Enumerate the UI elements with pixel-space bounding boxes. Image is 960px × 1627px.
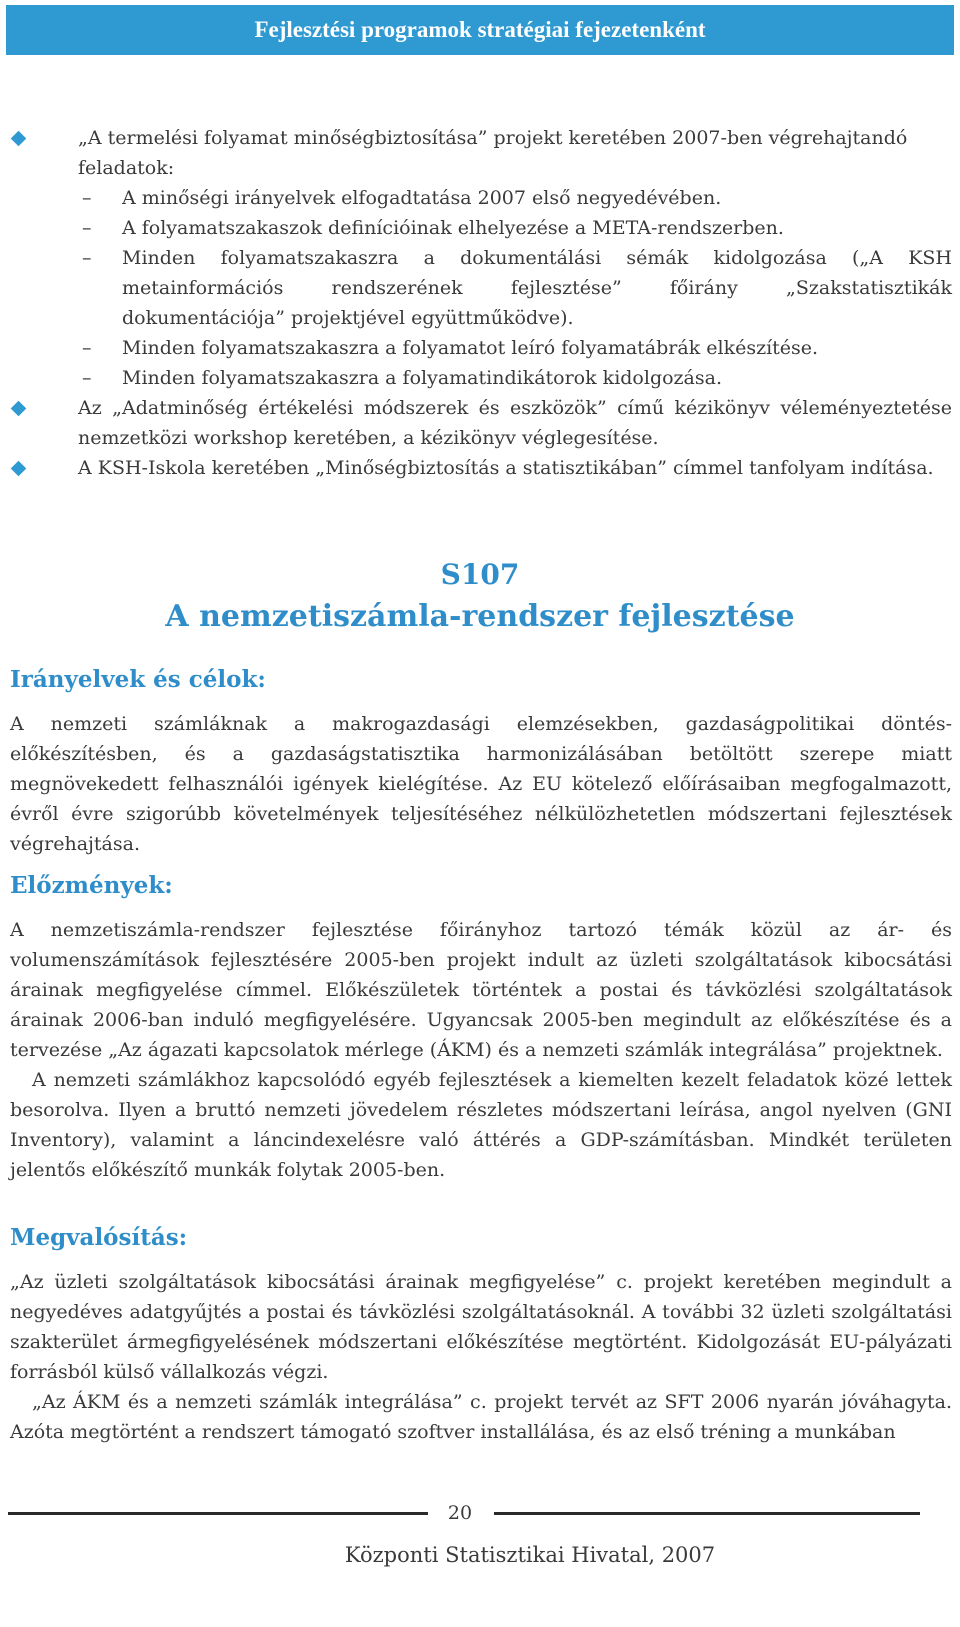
sub-list-item	[10, 183, 952, 213]
section-heading-megvalositas: Megvalósítás:	[10, 1224, 188, 1251]
section-body-iranyelvek	[10, 709, 952, 859]
bullet-text: A KSH-Iskola keretében „Minőségbiztosítás a statisztikában” címmel tanfolyam indítása.	[78, 457, 934, 479]
bullet-text: „A termelési folyamat minőségbiztosítása” projekt keretében 2007-ben végrehajtandó feladatok:	[78, 127, 908, 179]
dash-icon: –	[82, 187, 92, 209]
bullet-text: Az „Adatminőség értékelési módszerek és eszközök” című kézikönyv véleményeztetése nemzetközi workshop keretében, a kézikönyv véglegesítése.	[78, 397, 952, 449]
dash-icon: –	[82, 337, 92, 359]
paragraph: „Az üzleti szolgáltatások kibocsátási árainak megfigyelése” c. projekt keretében megindult a negyedéves adatgyűjtés a postai és távközlési szolgáltatásoknál. A további 32 üzleti szolgáltatási szakterület ármegfigyelésének módszertani előkészítése megtörtént. Kidolgozását EU-pályázati forrásból külső vállalkozás végzi.	[10, 1271, 952, 1383]
paragraph: A nemzetiszámla-rendszer fejlesztése főirányhoz tartozó témák közül az ár- és volumenszámítások fejlesztésére 2005-ben projekt indult az üzleti szolgáltatások kibocsátási árainak megfigyelése címmel. Előkészületek történtek a postai és távközlési szolgáltatások árainak 2006-ban induló megfigyelésére. Ugyancsak 2005-ben megindult az előkészítése és a tervezése „Az ágazati kapcsolatok mérlege (ÁKM) és a nemzeti számlák integrálása” projektnek.	[10, 919, 952, 1061]
section-heading-elozmenyek: Előzmények:	[10, 872, 173, 899]
program-id: S107	[440, 558, 520, 591]
sub-item-text: A minőségi irányelvek elfogadtatása 2007 első negyedévében.	[122, 187, 722, 209]
sub-list-item	[10, 243, 952, 333]
sub-item-text: Minden folyamatszakaszra a folyamatot leíró folyamatábrák elkészítése.	[122, 337, 819, 359]
sub-item-text: Minden folyamatszakaszra a dokumentálási sémák kidolgozása („A KSH metainformációs rendszerének fejlesztése” főirány „Szakstatisztikák dokumentációja” projektjével együttműködve).	[122, 247, 952, 329]
diamond-bullet-icon	[11, 131, 27, 147]
list-item	[10, 453, 952, 483]
section-body-elozmenyek	[10, 915, 952, 1185]
footer-rule-left	[8, 1512, 428, 1515]
sub-list-item	[10, 363, 952, 393]
sub-list-item	[10, 333, 952, 363]
footer-organization: Központi Statisztikai Hivatal, 2007	[344, 1543, 716, 1567]
section-body-megvalositas	[10, 1267, 952, 1447]
dash-icon: –	[82, 367, 92, 389]
diamond-bullet-icon	[11, 461, 27, 477]
dash-icon: –	[82, 247, 92, 269]
program-title: A nemzetiszámla-rendszer fejlesztése	[165, 599, 795, 634]
page-number: 20	[447, 1502, 473, 1524]
sub-list-item	[10, 213, 952, 243]
sub-item-text: Minden folyamatszakaszra a folyamatindikátorok kidolgozása.	[122, 367, 723, 389]
list-item	[10, 393, 952, 453]
dash-icon: –	[82, 217, 92, 239]
list-item	[10, 123, 952, 183]
paragraph: „Az ÁKM és a nemzeti számlák integrálása” c. projekt tervét az SFT 2006 nyarán jóváhagyta. Azóta megtörtént a rendszert támogató szoftver installálása, és az első tréning a munkában	[10, 1391, 952, 1443]
paragraph: A nemzeti számlákhoz kapcsolódó egyéb fejlesztések a kiemelten kezelt feladatok közé lettek besorolva. Ilyen a bruttó nemzeti jövedelem részletes módszertani leírása, angol nyelven (GNI Inventory), valamint a láncindexelésre való áttérés a GDP-számításban. Mindkét területen jelentős előkészítő munkák folytak 2005-ben.	[10, 1069, 952, 1181]
header-title: Fejlesztési programok stratégiai fejezetenként	[254, 17, 706, 42]
task-list	[10, 123, 952, 483]
section-heading-iranyelvek: Irányelvek és célok:	[10, 666, 266, 693]
page-header	[6, 5, 954, 55]
footer-rule-right	[494, 1512, 920, 1515]
diamond-bullet-icon	[11, 401, 27, 417]
paragraph: A nemzeti számláknak a makrogazdasági elemzésekben, gazdaságpolitikai döntés-előkészítésben, és a gazdaságstatisztika harmonizálásában betöltött szerepe miatt megnövekedett felhasználói igények kielégítése. Az EU kötelező előírásaiban megfogalmazott, évről évre szigorúbb követelmények teljesítéséhez nélkülözhetetlen módszertani fejlesztések végrehajtása.	[10, 713, 952, 855]
sub-item-text: A folyamatszakaszok definícióinak elhelyezése a META-rendszerben.	[122, 217, 784, 239]
